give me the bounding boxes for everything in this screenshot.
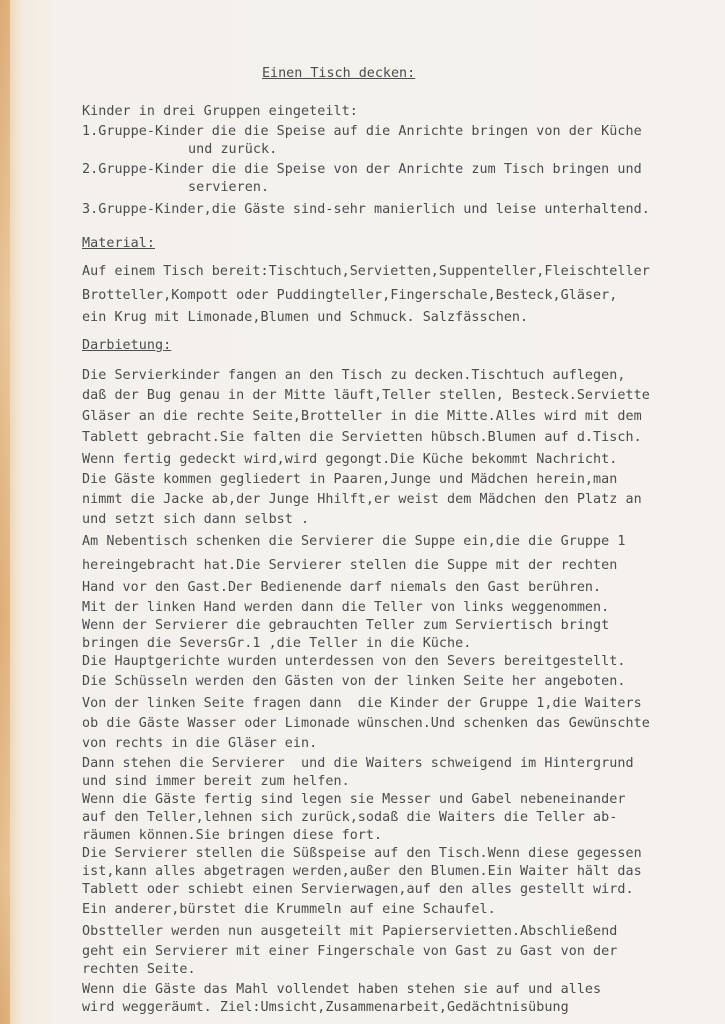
body-line-29: Obstteller werden nun ausgeteilt mit Papierservietten.Abschließend [82, 924, 618, 939]
body-line-30: geht ein Servierer mit einer Fingerschale von Gast zu Gast von der [82, 944, 618, 959]
body-line-14: bringen die SeversGr.1 ,die Teller in die Küche. [82, 636, 472, 651]
body-line-17: Von der linken Seite fragen dann die Kinder der Gruppe 1,die Waiters [82, 696, 642, 711]
body-line-18: ob die Gäste Wasser oder Limonade wünschen.Und schenken das Gewünschte [82, 716, 650, 731]
body-line-11: Hand vor den Gast.Der Bedienende darf niemals den Gast berühren. [82, 580, 602, 595]
body-line-9: Am Nebentisch schenken die Servierer die Suppe ein,die die Gruppe 1 [82, 534, 626, 549]
group-3-line: 3.Gruppe-Kinder,die Gäste sind-sehr manierlich und leise unterhaltend. [82, 202, 650, 217]
body-line-20: Dann stehen die Servierer und die Waiters schweigend im Hintergrund [82, 756, 634, 771]
body-line-25: Die Servierer stellen die Süßspeise auf den Tisch.Wenn diese gegessen [82, 846, 642, 861]
body-line-26: ist,kann alles abgetragen werden,außer den Blumen.Ein Waiter hält das [82, 864, 642, 879]
document-body [82, 66, 722, 1015]
group-1-line-2: und zurück. [188, 142, 278, 157]
body-line-32: Wenn die Gäste das Mahl vollendet haben stehen sie auf und alles [82, 982, 602, 997]
body-line-27: Tablett oder schiebt einen Servierwagen,auf den alles gestellt wird. [82, 882, 634, 897]
group-2-line-2: servieren. [188, 180, 270, 195]
body-line-7: nimmt die Jacke ab,der Junge Hhilft,er weist dem Mädchen den Platz an [82, 492, 642, 507]
body-line-6: Die Gäste kommen gegliedert in Paaren,Junge und Mädchen herein,man [82, 472, 618, 487]
body-line-24: räumen können.Sie bringen diese fort. [82, 828, 383, 843]
body-line-16: Die Schüsseln werden den Gästen von der linken Seite her angeboten. [82, 674, 626, 689]
paper-edge-stain [0, 0, 10, 1024]
body-line-10: hereingebracht hat.Die Servierer stellen die Suppe mit der rechten [82, 558, 618, 573]
group-2-line-1: 2.Gruppe-Kinder die die Speise von der Anrichte zum Tisch bringen und [82, 162, 642, 177]
body-line-22: Wenn die Gäste fertig sind legen sie Messer und Gabel nebeneinander [82, 792, 626, 807]
material-line-2: Brotteller,Kompott oder Puddingteller,Fingerschale,Besteck,Gläser, [82, 288, 618, 303]
material-line-1: Auf einem Tisch bereit:Tischtuch,Servietten,Suppenteller,Fleischteller [82, 264, 650, 279]
darbietung-heading: Darbietung: [82, 338, 172, 353]
body-line-2: daß der Bug genau in der Mitte läuft,Teller stellen, Besteck.Serviette [82, 388, 650, 403]
body-line-8: und setzt sich dann selbst . [82, 512, 310, 527]
group-1-line-1: 1.Gruppe-Kinder die die Speise auf die Anrichte bringen von der Küche [82, 124, 642, 139]
body-line-31: rechten Seite. [82, 962, 196, 977]
page-title: Einen Tisch decken: [262, 66, 416, 81]
body-line-28: Ein anderer,bürstet die Krummeln auf eine Schaufel. [82, 902, 496, 917]
material-heading: Material: [82, 236, 156, 251]
body-line-23: auf den Teller,lehnen sich zurück,sodaß die Waiters die Teller ab- [82, 810, 618, 825]
intro-line: Kinder in drei Gruppen eingeteilt: [82, 104, 358, 119]
body-line-12: Mit der linken Hand werden dann die Teller von links weggenommen. [82, 600, 610, 615]
body-line-3: Gläser an die rechte Seite,Brotteller in die Mitte.Alles wird mit dem [82, 409, 642, 424]
body-line-19: von rechts in die Gläser ein. [82, 736, 318, 751]
body-line-21: und sind immer bereit zum helfen. [82, 774, 350, 789]
body-line-15: Die Hauptgerichte wurden unterdessen von den Severs bereitgestellt. [82, 654, 626, 669]
body-line-5: Wenn fertig gedeckt wird,wird gegongt.Die Küche bekommt Nachricht. [82, 452, 618, 467]
material-line-3: ein Krug mit Limonade,Blumen und Schmuck. Salzfässchen. [82, 310, 529, 325]
body-line-4: Tablett gebracht.Sie falten die Servietten hübsch.Blumen auf d.Tisch. [82, 430, 642, 445]
body-line-33: wird weggeräumt. Ziel:Umsicht,Zusammenarbeit,Gedächtnisübung [82, 1000, 569, 1015]
body-line-13: Wenn der Servierer die gebrauchten Teller zum Serviertisch bringt [82, 618, 610, 633]
body-line-1: Die Servierkinder fangen an den Tisch zu decken.Tischtuch auflegen, [82, 368, 626, 383]
